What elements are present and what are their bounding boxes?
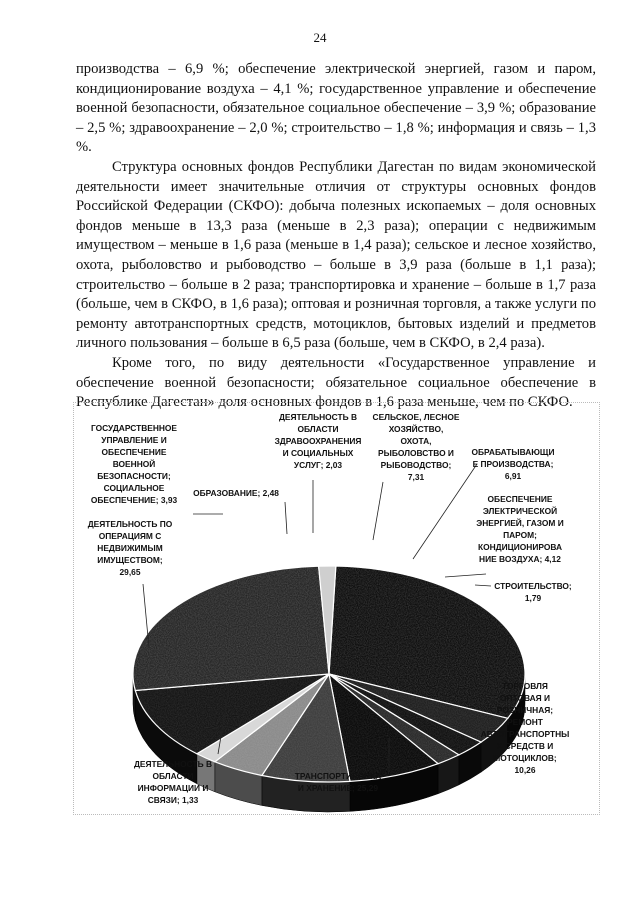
label-line: НЕДВИЖИМЫМ: [97, 543, 163, 553]
label-line: КОНДИЦИОНИРОВА: [477, 542, 563, 552]
label-line: ОПЕРАЦИЯМ С: [98, 531, 162, 541]
label-line: ОБЛАСТИ: [152, 771, 194, 781]
label-line: 10,26: [514, 765, 536, 775]
label-line: Е ПРОИЗВОДСТВА;: [472, 459, 554, 469]
label-line: СОЦИАЛЬНОЕ: [103, 483, 165, 493]
label-line: ОБРАБАТЫВАЮЩИ: [471, 447, 555, 457]
label-line: ОПТОВАЯ И: [500, 693, 550, 703]
label-manufacturing: [468, 446, 558, 482]
label-line: УПРАВЛЕНИЕ И: [101, 435, 167, 445]
leader-line-4: [373, 482, 383, 540]
label-energy: [472, 493, 568, 565]
label-line: НИЕ ВОЗДУХА; 4,12: [479, 554, 561, 564]
label-line: СЕЛЬСКОЕ, ЛЕСНОЕ: [372, 412, 460, 422]
label-line: ДЕЯТЕЛЬНОСТЬ В: [133, 759, 213, 769]
label-line: ИНФОРМАЦИИ И: [137, 783, 209, 793]
label-line: ГОСУДАРСТВЕННОЕ: [90, 423, 178, 433]
label-trade: [476, 680, 574, 776]
label-line: Х СРЕДСТВ И: [496, 741, 554, 751]
label-line: ОХОТА,: [400, 436, 432, 446]
label-line: РЫБОЛОВСТВО И: [378, 448, 454, 458]
label-line: И ХРАНЕНИЕ; 25,29: [297, 783, 379, 793]
label-line: РЕМОНТ: [507, 717, 543, 727]
label-line: И СОЦИАЛЬНЫХ: [282, 448, 354, 458]
label-transport: [288, 770, 388, 794]
label-line: СВЯЗИ; 1,33: [147, 795, 199, 805]
label-line: ЭЛЕКТРИЧЕСКОЙ: [482, 506, 558, 516]
label-line: 29,65: [119, 567, 141, 577]
label-line: ВОЕННОЙ: [112, 459, 156, 469]
paragraph-3: Кроме того, по виду деятельности «Государственное управление и обеспечение военной безопасности; обязательное социальное обеспечение в Республике Дагестан» доля основных фондов в 1,6 раза меньше, чем по СКФО.: [76, 354, 596, 411]
label-line: 1,79: [524, 593, 542, 603]
label-line: ОБЕСПЕЧЕНИЕ: [487, 494, 553, 504]
label-line: БЕЗОПАСНОСТИ;: [97, 471, 171, 481]
label-line: ИМУЩЕСТВОМ;: [97, 555, 163, 565]
label-line: ХОЗЯЙСТВО,: [388, 424, 444, 434]
label-line: ЭНЕРГИЕЙ, ГАЗОМ И: [476, 518, 564, 528]
label-line: ОБЕСПЕЧЕНИЕ; 3,93: [90, 495, 178, 505]
label-line: ДЕЯТЕЛЬНОСТЬ ПО: [87, 519, 173, 529]
label-line: РЫБОВОДСТВО;: [380, 460, 452, 470]
label-line: ЗДРАВООХРАНЕНИЯ: [274, 436, 362, 446]
label-agriculture: [370, 411, 462, 483]
label-education: [186, 487, 286, 499]
paragraph-2: Структура основных фондов Республики Дагестан по видам экономической деятельности имеет значительные отличия от структуры основных фондов Российской Федерации (СКФО): добыча полезных ископаемых – доля основных фондов меньше в 13,3 раза (меньше в 2,3 раза); операции с недвижимым имуществом – меньше в 1,6 раза (меньше в 1,4 раза); сельское и лесное хозяйство, охота, рыболовство и рыбоводство – больше в 3,9 раза (больше в 1,1 раза); строительство – больше в 2 раза; транспортировка и хранение – больше в 1,7 раза (больше, чем в СКФО, в 1,6 раза); оптовая и розничная торговля, а также услуги по ремонту автотранспортных средств, мотоциклов, бытовых изделий и предметов личного пользования – больше в 6,5 раза (больше, чем в СКФО, в 2,4 раза).: [76, 158, 596, 352]
leader-line-2: [285, 502, 287, 534]
label-line: ОБЛАСТИ: [297, 424, 339, 434]
label-construction: [492, 580, 574, 604]
label-line: 7,31: [407, 472, 425, 482]
label-real-estate: [82, 518, 178, 578]
leader-line-7: [475, 585, 491, 586]
label-line: 6,91: [504, 471, 522, 481]
page-number: 24: [313, 30, 327, 45]
label-info-comm: [124, 758, 222, 806]
label-line: АВТОТРАНСПОРТНЫ: [480, 729, 570, 739]
label-line: ОБЕСПЕЧЕНИЕ: [101, 447, 167, 457]
label-line: ТРАНСПОРТИРОВКА: [294, 771, 382, 781]
leader-line-6: [445, 574, 486, 577]
label-healthcare: [273, 411, 363, 471]
label-line: ТОРГОВЛЯ: [502, 681, 548, 691]
label-line: ПАРОМ;: [503, 530, 537, 540]
label-line: УСЛУГ; 2,03: [293, 460, 343, 470]
label-gov-admin: [84, 422, 184, 506]
label-line: ОБРАЗОВАНИЕ; 2,48: [193, 488, 279, 498]
body-text: [76, 60, 596, 413]
label-line: РОЗНИЧНАЯ;: [496, 705, 554, 715]
pie-texture-9: [133, 566, 329, 690]
label-line: МОТОЦИКЛОВ;: [493, 753, 557, 763]
label-line: СТРОИТЕЛЬСТВО;: [494, 581, 572, 591]
label-line: ДЕЯТЕЛЬНОСТЬ В: [278, 412, 358, 422]
paragraph-1: производства – 6,9 %; обеспечение электрической энергией, газом и паром, кондиционирование воздуха – 4,1 %; государственное управление и обеспечение военной безопасности, обязательное социальное обеспечение – 3,9 %; образование – 2,5 %; здравоохранение – 2,0 %; строительство – 1,8 %; информация и связь – 1,3 %.: [76, 61, 596, 156]
